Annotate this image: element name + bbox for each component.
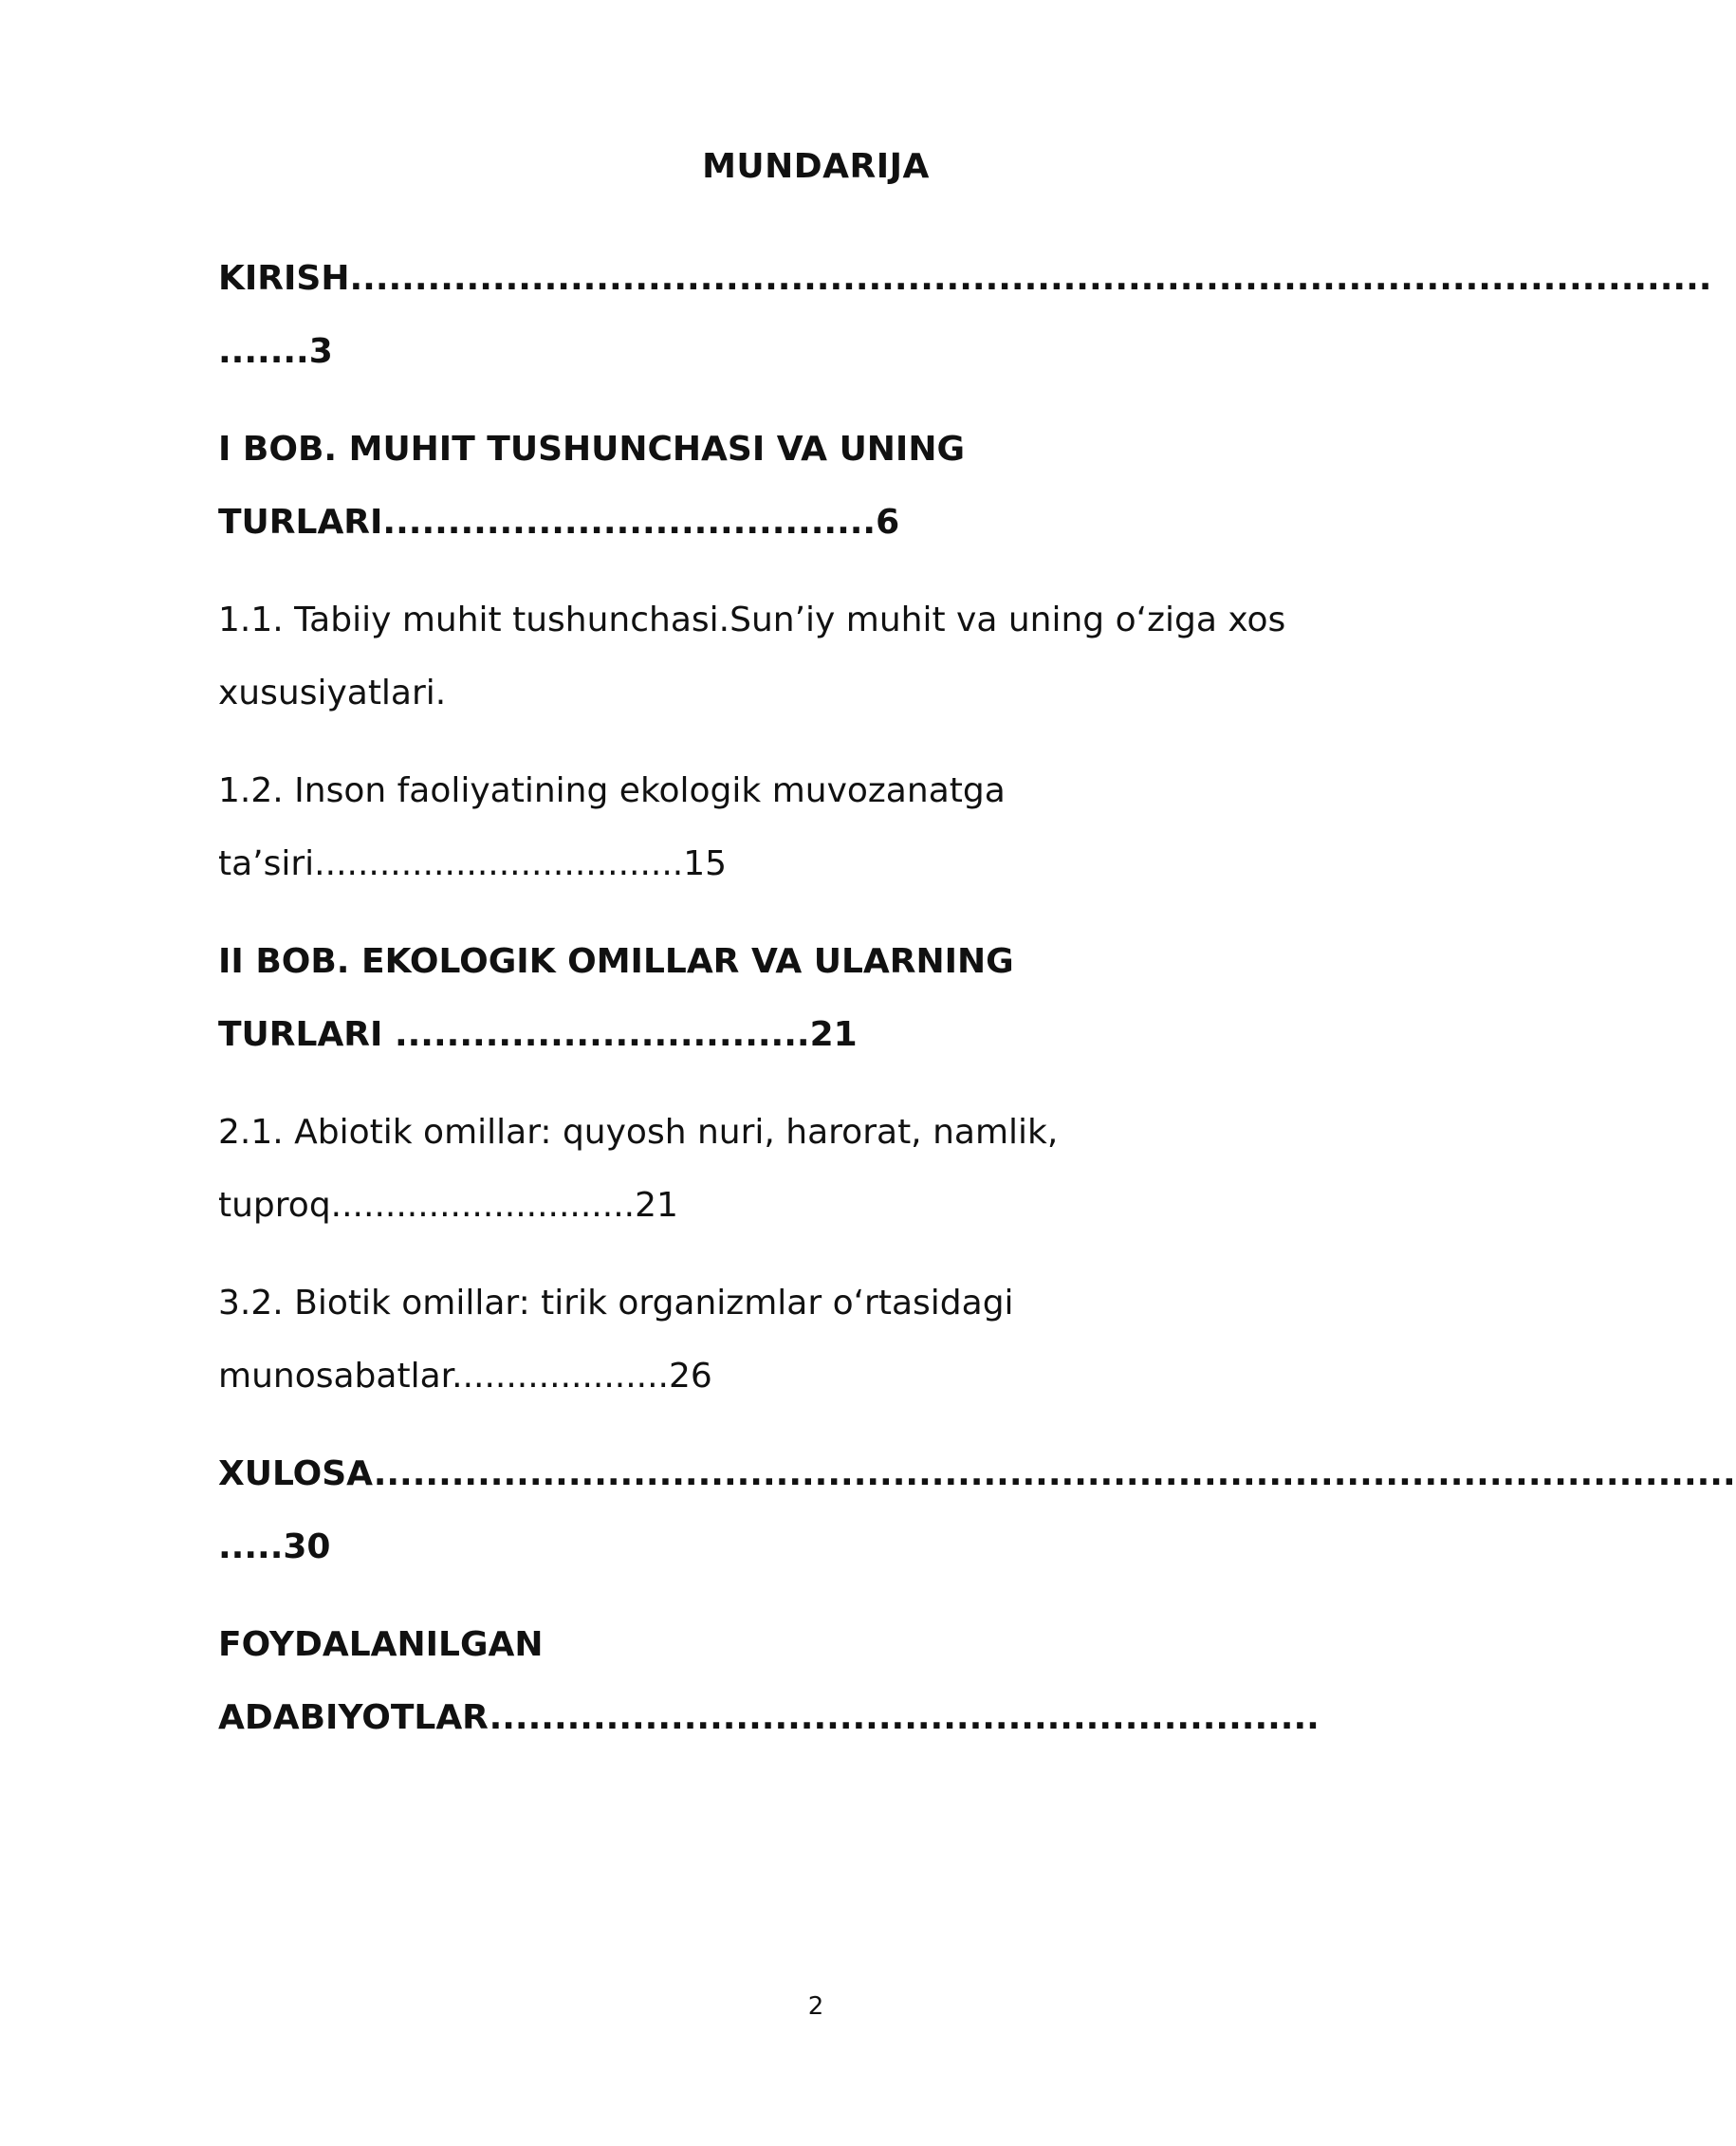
toc-entry-line: ADABIYOTLAR................................................................	[218, 1698, 1320, 1737]
toc-entry-line: munosabatlar....................26	[218, 1357, 712, 1396]
toc-entry-line: KIRISH.........................................................................................................	[218, 259, 1712, 298]
toc-entry-line: TURLARI ................................21	[218, 1015, 858, 1054]
toc-entry-line: FOYDALANILGAN	[218, 1625, 544, 1664]
toc-entry-references[interactable]	[218, 1608, 1423, 1754]
toc-entry-chapter-1[interactable]	[218, 413, 1423, 559]
toc-entry-section-1-2[interactable]	[218, 754, 1423, 900]
toc-entry-introduction[interactable]	[218, 242, 1712, 388]
toc-entry-line: 1.1. Tabiiy muhit tushunchasi.Sun’iy muhit va uning o‘ziga xos	[218, 601, 1286, 639]
toc-entry-line: xususiyatlari.	[218, 674, 447, 712]
toc-entry-line: ta’siri..................................15	[218, 844, 728, 883]
page-number: 2	[807, 1992, 824, 2021]
toc-entry-line: 2.1. Abiotik omillar: quyosh nuri, harorat, namlik,	[218, 1113, 1059, 1152]
toc-entry-conclusion[interactable]	[218, 1437, 1736, 1583]
toc-entry-section-2-1[interactable]	[218, 1096, 1423, 1242]
toc-entry-line: I BOB. MUHIT TUSHUNCHASI VA UNING	[218, 430, 966, 469]
toc-entry-line: TURLARI......................................6	[218, 503, 900, 542]
toc-entry-section-3-2[interactable]	[218, 1267, 1423, 1413]
toc-entry-line: tuproq............................21	[218, 1186, 678, 1225]
table-of-contents	[218, 242, 1736, 1779]
toc-entry-line: 3.2. Biotik omillar: tirik organizmlar o‘rtasidagi	[218, 1284, 1014, 1323]
toc-entry-line: II BOB. EKOLOGIK OMILLAR VA ULARNING	[218, 942, 1014, 981]
toc-title: MUNDARIJA	[702, 147, 930, 186]
toc-entry-chapter-2[interactable]	[218, 925, 1423, 1071]
toc-entry-line: 1.2. Inson faoliyatining ekologik muvozanatga	[218, 771, 1006, 810]
toc-entry-section-1-1[interactable]	[218, 583, 1423, 730]
toc-entry-line: XULOSA.........................................................................................................	[218, 1454, 1736, 1493]
toc-entry-line: .....30	[218, 1527, 331, 1566]
toc-entry-line: .......3	[218, 332, 333, 371]
